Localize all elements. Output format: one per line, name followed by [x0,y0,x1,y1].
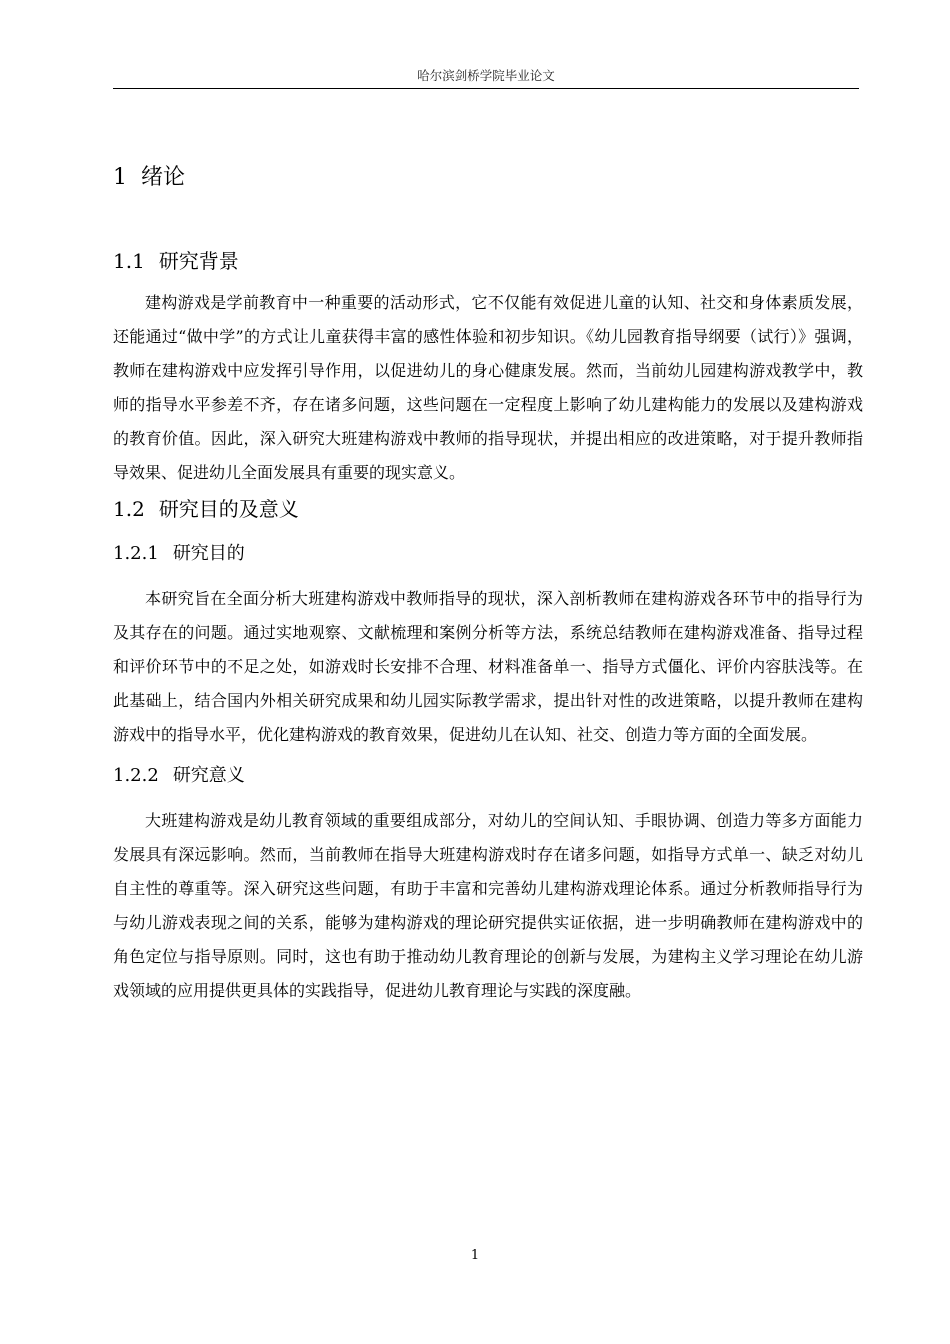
chapter-number: 1 [113,165,127,190]
subsection-heading-purpose [113,538,863,570]
header-rule [113,88,859,89]
section-number: 1.1 [113,249,145,273]
chapter-title: 绪论 [141,165,186,190]
section-title: 研究目的及意义 [158,497,299,521]
subsection-heading-significance [113,760,863,792]
section-number: 1.2 [113,497,145,521]
paragraph-significance: 大班建构游戏是幼儿教育领域的重要组成部分，对幼儿的空间认知、手眼协调、创造力等多方面能力发展具有深远影响。然而，当前教师在指导大班建构游戏时存在诸多问题，如指导方式单一、缺乏对幼儿自主性的尊重等。深入研究这些问题，有助于丰富和完善幼儿建构游戏理论体系。通过分析教师指导行为与幼儿游戏表现之间的关系，能够为建构游戏的理论研究提供实证依据，进一步明确教师在建构游戏中的角色定位与指导原则。同时，这也有助于推动幼儿教育理论的创新与发展，为建构主义学习理论在幼儿游戏领域的应用提供更具体的实践指导，促进幼儿教育理论与实践的深度融。 [113,811,863,1000]
section-heading-purpose-significance [113,492,863,526]
section-heading-background [113,244,863,278]
subsection-title: 研究意义 [172,765,245,786]
paragraph-background: 建构游戏是学前教育中一种重要的活动形式，它不仅能有效促进儿童的认知、社交和身体素质发展，还能通过“做中学”的方式让儿童获得丰富的感性体验和初步知识。《幼儿园教育指导纲要（试行）》强调，教师在建构游戏中应发挥引导作用，以促进幼儿的身心健康发展。然而，当前幼儿园建构游戏教学中，教师的指导水平参差不齐，存在诸多问题，这些问题在一定程度上影响了幼儿建构能力的发展以及建构游戏的教育价值。因此，深入研究大班建构游戏中教师的指导现状，并提出相应的改进策略，对于提升教师指导效果、促进幼儿全面发展具有重要的现实意义。 [113,293,863,482]
section-title: 研究背景 [158,249,239,273]
running-header: 哈尔滨剑桥学院毕业论文 [417,68,555,83]
paragraph-purpose: 本研究旨在全面分析大班建构游戏中教师指导的现状，深入剖析教师在建构游戏各环节中的指导行为及其存在的问题。通过实地观察、文献梳理和案例分析等方法，系统总结教师在建构游戏准备、指导过程和评价环节中的不足之处，如游戏时长安排不合理、材料准备单一、指导方式僵化、评价内容肤浅等。在此基础上，结合国内外相关研究成果和幼儿园实际教学需求，提出针对性的改进策略，以提升教师在建构游戏中的指导水平，优化建构游戏的教育效果，促进幼儿在认知、社交、创造力等方面的全面发展。 [113,589,863,744]
subsection-number: 1.2.2 [113,765,159,786]
subsection-title: 研究目的 [172,543,245,564]
page-content [113,160,863,1008]
page-number: 1 [470,1248,480,1263]
subsection-number: 1.2.1 [113,543,159,564]
chapter-heading [113,160,863,196]
